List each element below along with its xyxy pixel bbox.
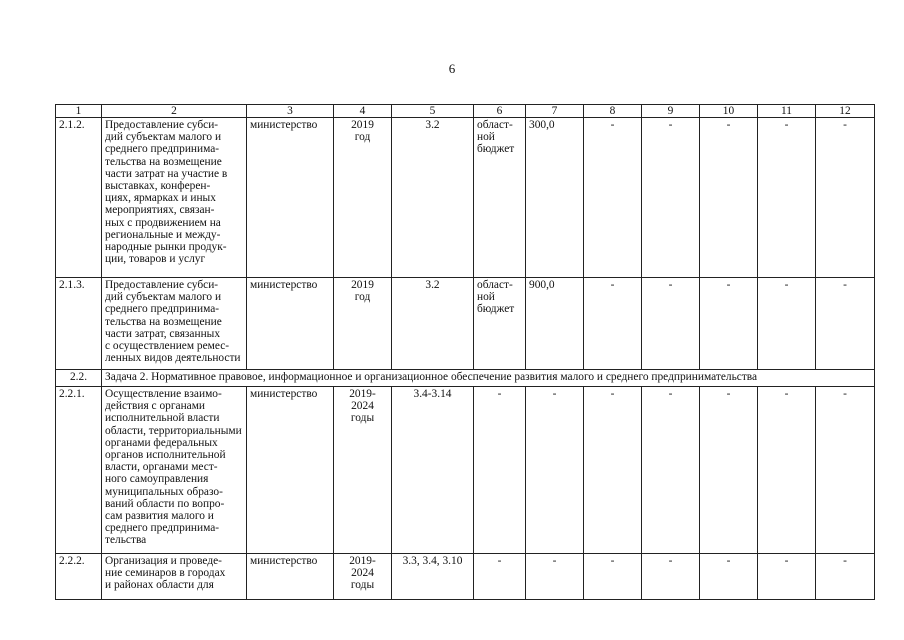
program-table: [55, 104, 875, 600]
value-cell: -: [758, 554, 816, 600]
indicator: 3.2: [392, 278, 474, 370]
indicator: 3.2: [392, 118, 474, 278]
column-header: 8: [584, 105, 642, 118]
table-row: [56, 387, 875, 554]
section-number: 2.2.: [56, 370, 102, 387]
column-header: 4: [334, 105, 392, 118]
value-cell: -: [642, 554, 700, 600]
column-header: 11: [758, 105, 816, 118]
column-number-row: [56, 105, 875, 118]
value-cell: -: [816, 278, 875, 370]
column-header: 10: [700, 105, 758, 118]
measure-description: Предоставление субси- дий субъектам малого и среднего предпринима- тельства на возмещение части затрат на участие в выставках, конферен- циях, ярмарках и иных мероприятиях, связан- ных с продвижением на региональные и между- народные рынки продук- ции, товаров и услуг: [102, 118, 247, 278]
column-header: 6: [474, 105, 526, 118]
value-cell: -: [642, 118, 700, 278]
section-row: [56, 370, 875, 387]
measure-description: Осуществление взаимо- действия с органами исполнительной власти области, территориальными органами федеральных органов исполнительной власти, органами мест- ного самоуправления муниципальных образо- ваний области по вопро- сам развития малого и среднего предпринима- тельства: [102, 387, 247, 554]
measure-description: Организация и проведе- ние семинаров в городах и районах области для: [102, 554, 247, 600]
page-number: 6: [448, 61, 456, 76]
funding-amount: 300,0: [526, 118, 584, 278]
value-cell: -: [816, 554, 875, 600]
table-row: [56, 554, 875, 600]
row-number: 2.1.3.: [56, 278, 102, 370]
column-header: 9: [642, 105, 700, 118]
value-cell: -: [642, 387, 700, 554]
row-number: 2.1.2.: [56, 118, 102, 278]
funding-amount: -: [526, 554, 584, 600]
value-cell: -: [584, 278, 642, 370]
indicator: 3.3, 3.4, 3.10: [392, 554, 474, 600]
period: 2019 год: [334, 278, 392, 370]
value-cell: -: [758, 278, 816, 370]
measure-description: Предоставление субси- дий субъектам малого и среднего предпринима- тельства на возмещение части затрат, связанных с осуществлением ремес- ленных видов деятельности: [102, 278, 247, 370]
executor: министерство: [247, 387, 334, 554]
table-row: [56, 118, 875, 278]
value-cell: -: [758, 118, 816, 278]
period: 2019- 2024 годы: [334, 554, 392, 600]
row-number: 2.2.2.: [56, 554, 102, 600]
funding-source: -: [474, 387, 526, 554]
value-cell: -: [700, 387, 758, 554]
row-number: 2.2.1.: [56, 387, 102, 554]
value-cell: -: [816, 387, 875, 554]
value-cell: -: [642, 278, 700, 370]
value-cell: -: [758, 387, 816, 554]
funding-source: област- ной бюджет: [474, 118, 526, 278]
column-header: 1: [56, 105, 102, 118]
column-header: 5: [392, 105, 474, 118]
period: 2019 год: [334, 118, 392, 278]
executor: министерство: [247, 278, 334, 370]
value-cell: -: [816, 118, 875, 278]
value-cell: -: [584, 554, 642, 600]
funding-source: -: [474, 554, 526, 600]
funding-source: област- ной бюджет: [474, 278, 526, 370]
value-cell: -: [584, 387, 642, 554]
period: 2019- 2024 годы: [334, 387, 392, 554]
column-header: 2: [102, 105, 247, 118]
column-header: 3: [247, 105, 334, 118]
value-cell: -: [700, 278, 758, 370]
funding-amount: -: [526, 387, 584, 554]
executor: министерство: [247, 554, 334, 600]
value-cell: -: [584, 118, 642, 278]
column-header: 12: [816, 105, 875, 118]
funding-amount: 900,0: [526, 278, 584, 370]
value-cell: -: [700, 118, 758, 278]
column-header: 7: [526, 105, 584, 118]
table-row: [56, 278, 875, 370]
section-title: Задача 2. Нормативное правовое, информационное и организационное обеспечение развития малого и среднего предпринимательства: [102, 370, 875, 387]
value-cell: -: [700, 554, 758, 600]
executor: министерство: [247, 118, 334, 278]
indicator: 3.4-3.14: [392, 387, 474, 554]
